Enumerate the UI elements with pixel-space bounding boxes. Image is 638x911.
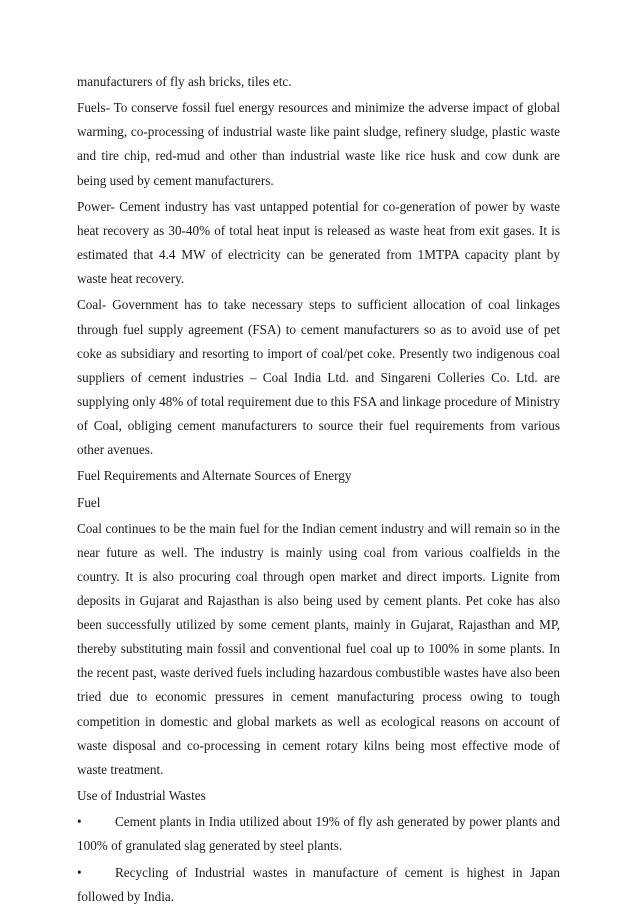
section-heading-industrial-wastes: Use of Industrial Wastes [77, 788, 206, 804]
paragraph-fuels: Fuels- To conserve fossil fuel energy resources and minimize the adverse impact of global warming, co-processing of industrial waste like paint sludge, refinery sludge, plastic waste and tire chip, red-mud and other than industrial waste like rice husk and cow dunk are being used by cement manufacturers. [77, 100, 560, 188]
subheading-fuel: Fuel [77, 494, 101, 510]
paragraph-coal-main-fuel: Coal continues to be the main fuel for the Indian cement industry and will remain so in the near future as well. The industry is mainly using coal from various coalfields in the country. It is also procuring coal through open market and direct imports. Lignite from deposits in Gujarat and Rajasthan is also being used by cement plants. Pet coke has also been successfully utilized by some cement plants, mainly in Gujarat, Rajasthan and MP, thereby substituting main fossil and conventional fuel coal up to 100% in some plants. In the recent past, waste derived fuels including hazardous combustible wastes have also been tried due to economic pressures in cement manufacturing process owing to tough competition in domestic and global markets as well as ecological reasons on account of waste disposal and co-processing in cement rotary kilns being most effective mode of waste treatment. [77, 520, 560, 777]
bullet-icon: • [77, 814, 82, 830]
bullet-text: Cement plants in India utilized about 19% of fly ash generated by power plants and 100% of granulated slag generated by steel plants. [77, 814, 560, 854]
bullet-item [77, 861, 560, 909]
bullet-item [77, 810, 560, 858]
section-heading-fuel-requirements: Fuel Requirements and Alternate Sources of Energy [77, 468, 352, 484]
document-page [77, 70, 560, 911]
bullet-text: Recycling of Industrial wastes in manufacture of cement is highest in Japan followed by India. [77, 864, 560, 904]
paragraph-coal: Coal- Government has to take necessary steps to sufficient allocation of coal linkages through fuel supply agreement (FSA) to cement manufacturers so as to avoid use of pet coke as subsidiary and resorting to import of coal/pet coke. Presently two indigenous coal suppliers of cement industries – Coal India Ltd. and Singareni Colleries Co. Ltd. are supplying only 48% of total requirement due to this FSA and linkage procedure of Ministry of Coal, obliging cement manufacturers to source their fuel requirements from various other avenues. [77, 297, 560, 457]
bullet-icon: • [77, 864, 82, 880]
paragraph-fly-ash-continuation: manufacturers of fly ash bricks, tiles etc. [77, 74, 292, 89]
paragraph-power: Power- Cement industry has vast untapped potential for co-generation of power by waste heat recovery as 30-40% of total heat input is released as waste heat from exit gases. It is estimated that 4.4 MW of electricity can be generated from 1MTPA capacity plant by waste heat recovery. [77, 198, 560, 287]
